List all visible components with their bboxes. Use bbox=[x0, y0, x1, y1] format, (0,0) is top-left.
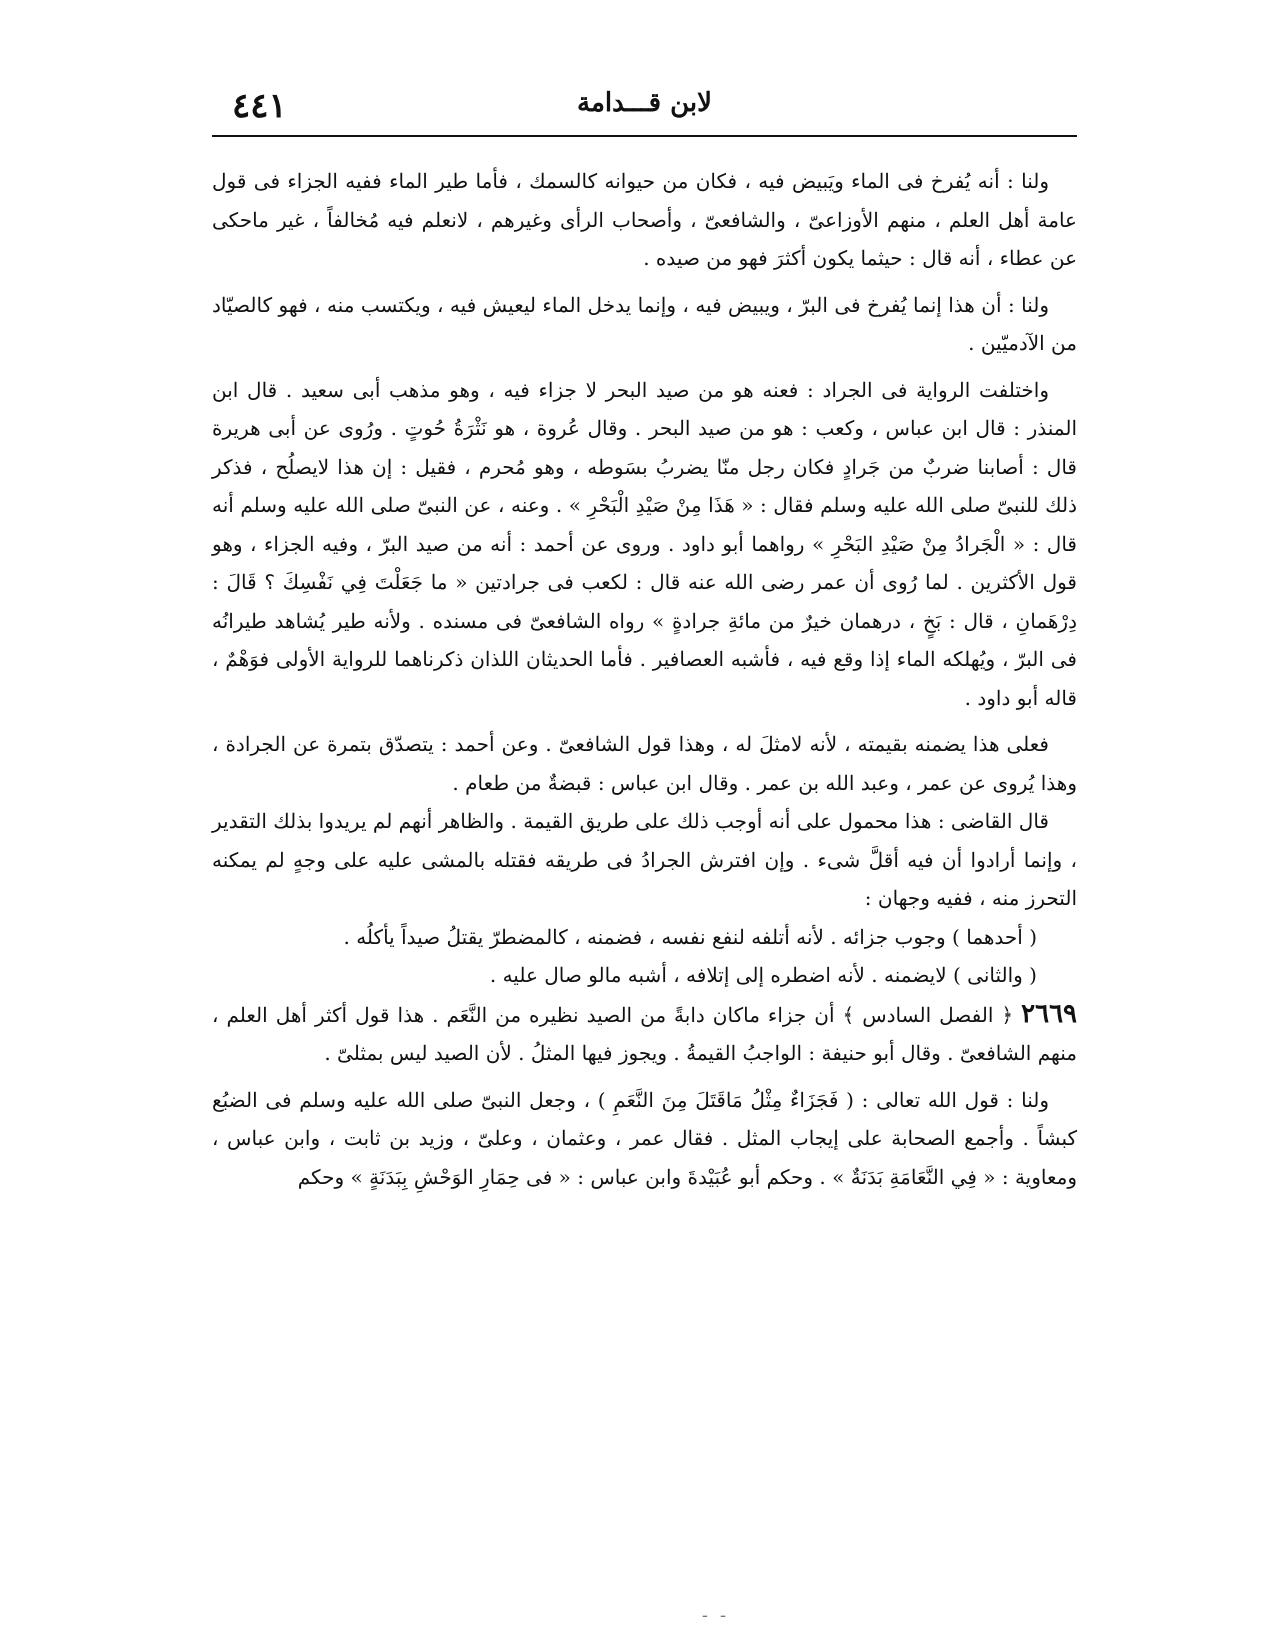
page-number: ٤٤١ bbox=[232, 86, 287, 126]
section-number: ٢٦٦٩ bbox=[1021, 998, 1077, 1029]
sub-point: ( والثانى ) لايضمنه . لأنه اضطره إلى إتلافه ، أشبه مالو صال عليه . bbox=[489, 963, 1037, 987]
main-text bbox=[212, 162, 1077, 1204]
running-title: لابن قـــدامة bbox=[577, 88, 712, 118]
paragraph: واختلفت الرواية فى الجراد : فعنه هو من صيد البحر لا جزاء فيه ، وهو مذهب أبى سعيد . قال ابن المنذر : قال ابن عباس ، وكعب : هو من صيد البحر . وقال عُروة ، هو نَثْرَةُ حُوتٍ . ورُوى عن أبى هريرة قال : أصابنا ضربٌ من جَرادٍ فكان رجل منّا يضربُ بسَوطه ، وهو مُحرم ، فقيل : إن هذا لايصلُح ، فذكر ذلك للنبىّ صلى الله عليه وسلم فقال : « هَذَا مِنْ صَيْدِ الْبَحْرِ » . وعنه ، عن النبىّ صلى الله عليه وسلم أنه قال : « الْجَرادُ مِنْ صَيْدِ البَحْرِ » رواهما أبو داود . وروى عن أحمد : أنه من صيد البرّ ، وفيه الجزاء ، وهو قول الأكثرين . لما رُوى أن عمر رضى الله عنه قال : لكعب فى جرادتين « ما جَعَلْتَ فِي نَفْسِكَ ؟ قَالَ : دِرْهَمانِ ، قال : بَخٍ ، درهمان خيرٌ من مائةِ جرادةٍ » رواه الشافعىّ فى مسنده . ولأنه طير يُشاهد طيرانُه فى البرّ ، ويُهلكه الماء إذا وقع فيه ، فأشبه العصافير . فأما الحديثان اللذان ذكرناهما للرواية الأولى فوَهْمٌ ، قاله أبو داود . bbox=[212, 377, 1078, 710]
sub-point: ( أحدهما ) وجوب جزائه . لأنه أتلفه لنفع نفسه ، فضمنه ، كالمضطرّ يقتلُ صيداً يأكلُه . bbox=[343, 924, 1037, 949]
section-text: ﴿ الفصل السادس ﴾ أن جزاء ماكان دابةً من الصيد نظيره من النَّعَم . هذا قول أكثر أهل العلم ، منهم الشافعىّ . وقال أبو حنيفة : الواجبُ القيمةُ . ويجوز فيها المثلُ . لأن الصيد ليس بمثلىّ . bbox=[212, 1002, 1077, 1065]
section-paragraph bbox=[212, 995, 1077, 1073]
page-header bbox=[212, 78, 1077, 128]
paragraph: فعلى هذا يضمنه بقيمته ، لأنه لامثلَ له ، وهذا قول الشافعىّ . وعن أحمد : يتصدّق بتمرة عن الجرادة ، وهذا يُروى عن عمر ، وعبد الله بن عمر . وقال ابن عباس : قبضةٌ من طعام . bbox=[212, 732, 1077, 795]
paragraph: ولنا : قول الله تعالى : ( فَجَزَاءٌ مِثْلُ مَاقَتَلَ مِنَ النَّعَمِ ) ، وجعل النبىّ صلى الله عليه وسلم فى الضبُع كبشاً . وأجمع الصحابة على إيجاب المثل . فقال عمر ، وعثمان ، وعلىّ ، وزيد بن ثابت ، وابن عباس ، ومعاوية : « فِي النَّعَامَةِ بَدَنَةٌ » . وحكم أبو عُبَيْدةَ وابن عباس : « فى حِمَارِ الوَحْشِ بِبَدَنَةٍ » وحكم bbox=[212, 1087, 1077, 1189]
paragraph: ولنا : أن هذا إنما يُفرخ فى البرّ ، ويبيض فيه ، وإنما يدخل الماء ليعيش فيه ، ويكتسب منه ، فهو كالصيّاد من الآدميّين . bbox=[212, 292, 1077, 355]
paragraph: قال القاضى : هذا محمول على أنه أوجب ذلك على طريق القيمة . والظاهر أنهم لم يريدوا بذلك التقدير ، وإنما أرادوا أن فيه أقلَّ شىء . وإن افترش الجرادُ فى طريقه فقتله بالمشى عليه على وجهٍ لم يمكنه التحرز منه ، ففيه وجهان : bbox=[212, 809, 1077, 910]
header-rule bbox=[212, 135, 1077, 137]
footer-mark: -- bbox=[701, 1605, 739, 1626]
paragraph: ولنا : أنه يُفرخ فى الماء ويَبيض فيه ، فكان من حيوانه كالسمك ، فأما طير الماء ففيه الجزاء فى قول عامة أهل العلم ، منهم الأوزاعىّ ، والشافعىّ ، وأصحاب الرأى وغيرهم ، لانعلم فيه مُخالفاً ، غير ماحكى عن عطاء ، أنه قال : حيثما يكون أكثرَ فهو من صيده . bbox=[212, 169, 1077, 270]
